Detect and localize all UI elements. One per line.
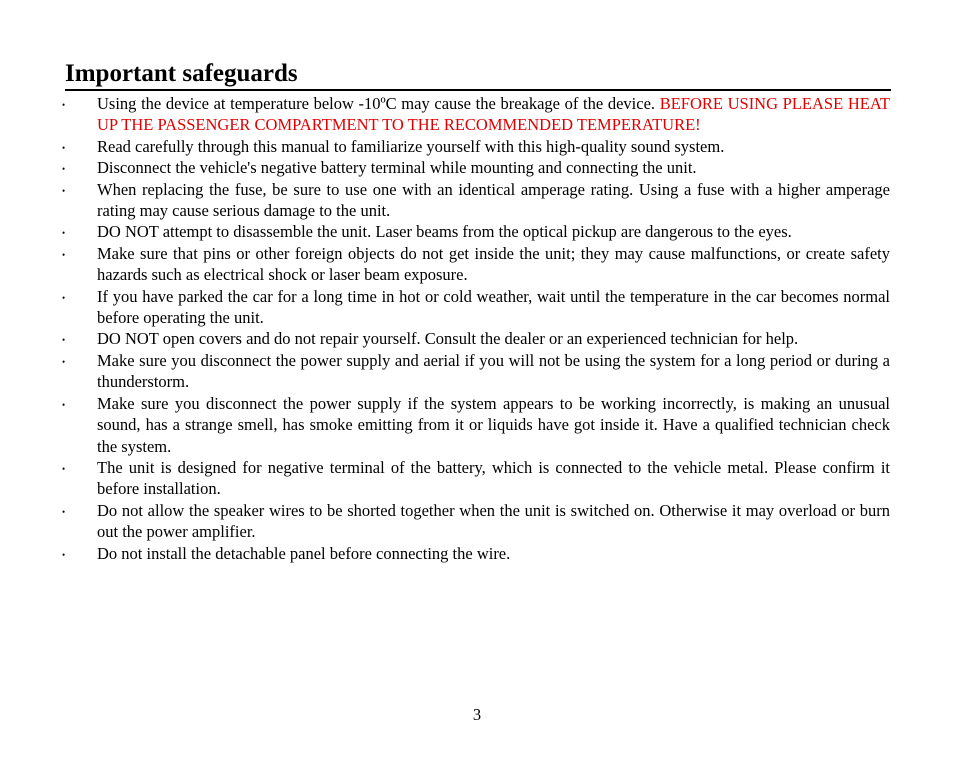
bullet-icon: • bbox=[62, 228, 66, 239]
warning-text: BEFORE USING PLEASE HEAT UP THE PASSENGER COMPARTMENT TO THE RECOMMENDED TEMPERATURE! bbox=[97, 94, 890, 135]
item-text: Make sure you disconnect the power supply if the system appears to be working incorrectly, is making an unusual sound, has a strange smell, has smoke emitting from it or liquids have got inside it. Have a qualified technician check the system. bbox=[97, 393, 890, 456]
list-item bbox=[60, 93, 890, 136]
item-text: If you have parked the car for a long time in hot or cold weather, wait until the temperature in the car becomes normal before operating the unit. bbox=[97, 286, 890, 328]
list-item bbox=[60, 457, 890, 500]
bullet-icon: • bbox=[62, 164, 66, 175]
list-item bbox=[60, 243, 890, 286]
bullet-icon: • bbox=[62, 506, 66, 517]
bullet-icon: • bbox=[62, 463, 66, 474]
safeguards-list bbox=[60, 93, 890, 564]
page-number: 3 bbox=[472, 705, 482, 724]
item-text: DO NOT open covers and do not repair yourself. Consult the dealer or an experienced technician for help. bbox=[97, 329, 799, 349]
list-item bbox=[60, 500, 890, 543]
item-text: When replacing the fuse, be sure to use one with an identical amperage rating. Using a fuse with a higher amperage rating may cause serious damage to the unit. bbox=[97, 179, 890, 221]
item-text: DO NOT attempt to disassemble the unit. Laser beams from the optical pickup are dangerous to the eyes. bbox=[97, 222, 792, 242]
item-text: The unit is designed for negative terminal of the battery, which is connected to the vehicle metal. Please confirm it before installation. bbox=[97, 457, 890, 499]
item-text: Read carefully through this manual to familiarize yourself with this high-quality sound system. bbox=[97, 136, 725, 156]
bullet-icon: • bbox=[62, 142, 66, 153]
item-text: Make sure that pins or other foreign objects do not get inside the unit; they may cause malfunctions, or create safety hazards such as electrical shock or laser beam exposure. bbox=[97, 243, 890, 285]
page-title: Important safeguards bbox=[65, 59, 891, 91]
list-item bbox=[60, 543, 890, 564]
list-item bbox=[60, 179, 890, 222]
list-item bbox=[60, 136, 890, 157]
bullet-icon: • bbox=[62, 292, 66, 303]
item-text: Using the device at temperature below -10ºC may cause the breakage of the device. bbox=[97, 94, 656, 113]
bullet-icon: • bbox=[62, 100, 66, 110]
item-text: Do not allow the speaker wires to be shorted together when the unit is switched on. Otherwise it may overload or burn out the power amplifier. bbox=[97, 500, 890, 542]
list-item bbox=[60, 350, 890, 393]
bullet-icon: • bbox=[62, 335, 66, 346]
list-item bbox=[60, 393, 890, 457]
bullet-icon: • bbox=[62, 249, 66, 260]
list-item bbox=[60, 157, 890, 178]
bullet-icon: • bbox=[62, 185, 66, 196]
list-item bbox=[60, 286, 890, 329]
item-text: Do not install the detachable panel before connecting the wire. bbox=[97, 543, 511, 563]
bullet-icon: • bbox=[62, 356, 66, 367]
list-item bbox=[60, 328, 890, 349]
bullet-icon: • bbox=[62, 549, 66, 560]
bullet-icon: • bbox=[62, 399, 66, 410]
list-item bbox=[60, 221, 890, 242]
item-text: Disconnect the vehicle's negative battery terminal while mounting and connecting the unit. bbox=[97, 158, 697, 178]
item-text: Make sure you disconnect the power supply and aerial if you will not be using the system for a long period or during a thunderstorm. bbox=[97, 350, 890, 392]
